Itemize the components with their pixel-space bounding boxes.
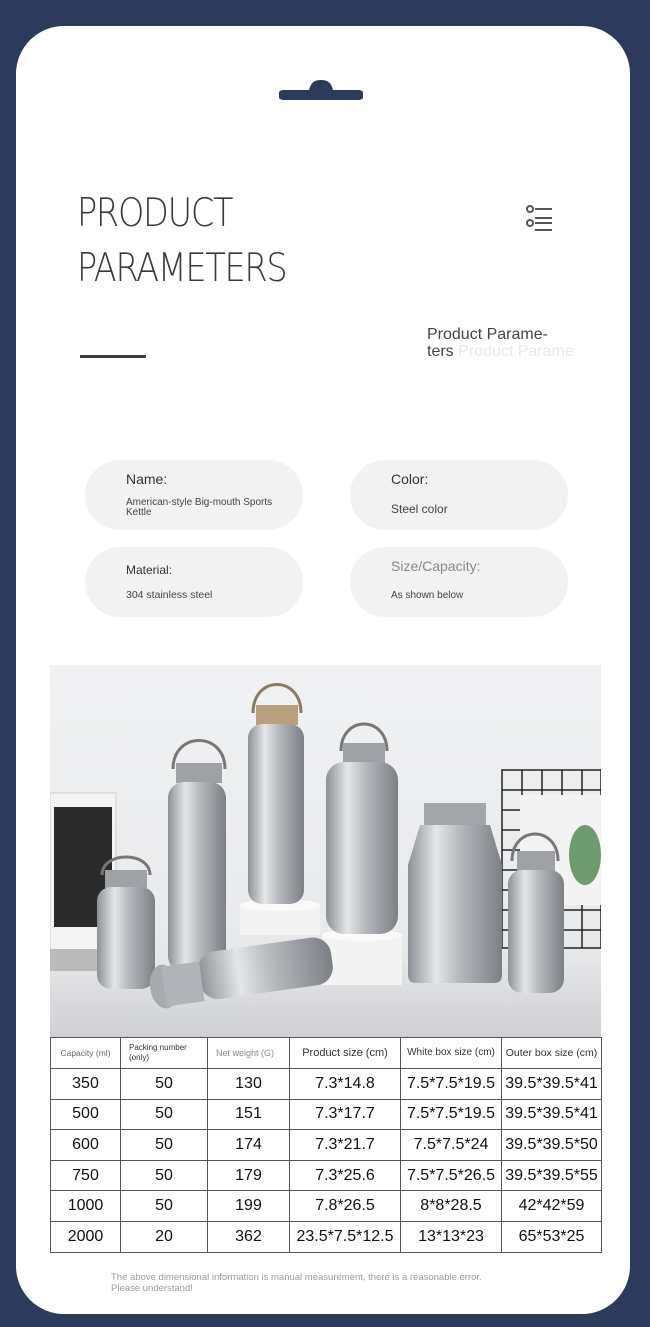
table-row xyxy=(51,1160,602,1191)
cell-weight: 199 xyxy=(208,1191,290,1222)
cell-weight: 130 xyxy=(208,1069,290,1100)
cell-product-size: 7.3*21.7 xyxy=(290,1130,401,1161)
disclaimer-line-2: Please understand! xyxy=(111,1283,193,1294)
cell-outer-box: 39.5*39.5*50 xyxy=(502,1130,602,1161)
cell-product-size: 7.3*17.7 xyxy=(290,1099,401,1130)
col-white-box: White box size (cm) xyxy=(401,1038,502,1069)
spec-table xyxy=(50,1037,602,1253)
param-size xyxy=(350,547,568,617)
bottle-750 xyxy=(168,741,226,973)
param-material-value: 304 stainless steel xyxy=(126,589,213,601)
cell-outer-box: 39.5*39.5*41 xyxy=(502,1069,602,1100)
cell-outer-box: 39.5*39.5*55 xyxy=(502,1160,602,1191)
cell-product-size: 7.8*26.5 xyxy=(290,1191,401,1222)
cell-packing: 50 xyxy=(121,1160,208,1191)
param-size-label: Size/Capacity: xyxy=(391,558,481,574)
cell-capacity: 350 xyxy=(51,1069,121,1100)
param-name-label: Name: xyxy=(126,471,168,487)
cell-packing: 20 xyxy=(121,1221,208,1252)
cell-weight: 151 xyxy=(208,1099,290,1130)
param-color-value: Steel color xyxy=(391,502,448,516)
param-name xyxy=(85,460,303,530)
subtitle-line-1: Product Parame- xyxy=(427,326,548,343)
cell-packing: 50 xyxy=(121,1099,208,1130)
param-size-value: As shown below xyxy=(391,590,464,601)
param-material xyxy=(85,547,303,617)
cell-product-size: 23.5*7.5*12.5 xyxy=(290,1221,401,1252)
cell-weight: 362 xyxy=(208,1221,290,1252)
cell-white-box: 8*8*28.5 xyxy=(401,1191,502,1222)
subtitle-line-2: ters Product Parame xyxy=(427,343,574,360)
product-card xyxy=(16,26,630,1314)
cell-white-box: 7.5*7.5*24 xyxy=(401,1130,502,1161)
col-weight: Net weight (G) xyxy=(208,1038,290,1069)
param-name-value: American-style Big-mouth Sports Kettle xyxy=(126,497,273,518)
cell-white-box: 13*13*23 xyxy=(401,1221,502,1252)
cell-weight: 179 xyxy=(208,1160,290,1191)
subtitle xyxy=(427,326,577,360)
cell-capacity: 600 xyxy=(51,1130,121,1161)
table-header-row xyxy=(51,1038,602,1069)
param-color-label: Color: xyxy=(391,471,429,487)
bottle-350 xyxy=(97,857,155,989)
col-capacity: Capacity (ml) xyxy=(51,1038,121,1069)
table-row xyxy=(51,1099,602,1130)
col-packing: Packing number (only) xyxy=(121,1038,208,1069)
title-line-1: PRODUCT xyxy=(77,191,233,236)
param-color xyxy=(350,460,568,530)
page-title xyxy=(77,186,286,296)
cell-outer-box: 65*53*25 xyxy=(502,1221,602,1252)
cell-capacity: 750 xyxy=(51,1160,121,1191)
disclaimer-line-1: The above dimensional information is manual measurement, there is a reasonable error. xyxy=(111,1272,482,1283)
col-outer-box: Outer box size (cm) xyxy=(502,1038,602,1069)
cell-product-size: 7.3*25.6 xyxy=(290,1160,401,1191)
cell-product-size: 7.3*14.8 xyxy=(290,1069,401,1100)
cell-weight: 174 xyxy=(208,1130,290,1161)
cell-white-box: 7.5*7.5*19.5 xyxy=(401,1069,502,1100)
cell-outer-box: 42*42*59 xyxy=(502,1191,602,1222)
cell-packing: 50 xyxy=(121,1130,208,1161)
sliders-icon xyxy=(524,202,556,234)
hanger-icon xyxy=(279,78,363,100)
product-photo xyxy=(50,665,601,1037)
bottle-600 xyxy=(326,724,398,934)
table-row xyxy=(51,1191,602,1222)
cell-white-box: 7.5*7.5*19.5 xyxy=(401,1099,502,1130)
cell-capacity: 2000 xyxy=(51,1221,121,1252)
bottle-2000 xyxy=(408,803,502,983)
cell-white-box: 7.5*7.5*26.5 xyxy=(401,1160,502,1191)
param-material-label: Material: xyxy=(126,563,173,577)
bottles-illustration xyxy=(50,665,601,1037)
cell-capacity: 1000 xyxy=(51,1191,121,1222)
disclaimer xyxy=(111,1272,551,1294)
title-line-2: PARAMETERS xyxy=(77,246,287,291)
table-row xyxy=(51,1221,602,1252)
title-divider xyxy=(80,355,146,358)
cell-packing: 50 xyxy=(121,1191,208,1222)
cell-capacity: 500 xyxy=(51,1099,121,1130)
cell-outer-box: 39.5*39.5*41 xyxy=(502,1099,602,1130)
table-row xyxy=(51,1130,602,1161)
col-product-size: Product size (cm) xyxy=(290,1038,401,1069)
bottle-1000 xyxy=(248,685,304,905)
cell-packing: 50 xyxy=(121,1069,208,1100)
subtitle-faded: Product Parame xyxy=(458,343,574,360)
table-row xyxy=(51,1069,602,1100)
